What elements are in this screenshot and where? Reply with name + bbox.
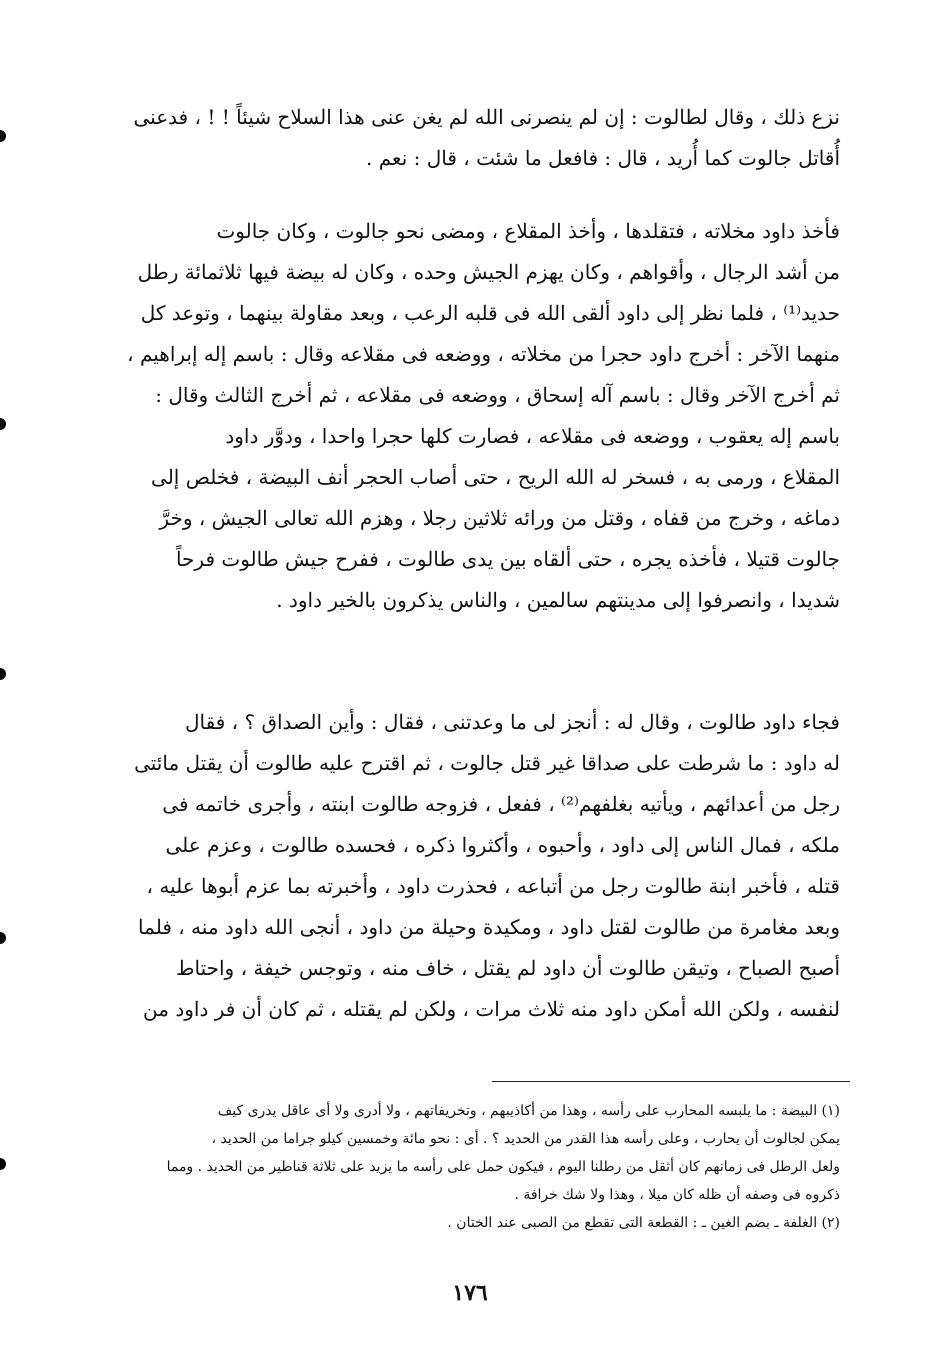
footnote-separator [492,1081,850,1082]
text-line: قتله ، فأخبر ابنة طالوت رجل من أتباعه ، فحذرت داود ، وأخبرته بما عزم أبوها عليه ، [146,874,840,898]
page-number: ١٧٦ [452,1280,488,1306]
text-line: دماغه ، وخرج من قفاه ، وقتل من ورائه ثلاثين رجلا ، وهزم الله تعالى الجيش ، وخرَّ [159,506,840,530]
text-line: المقلاع ، ورمى به ، فسخر له الله الريح ، حتى أصاب الحجر أنف البيضة ، فخلص إلى [151,465,840,489]
paragraph-1 [100,97,840,179]
binding-hole-mark [0,1158,6,1170]
footnotes [100,1097,840,1237]
footnote-line: ولعل الرطل فى زمانهم كان أثقل من رطلنا اليوم ، فيكون حمل على رأسه ما يزيد على ثلاثة قناطير من الحديد . ومما [166,1159,840,1175]
binding-hole-mark [0,418,6,430]
footnote-line: ذكروه فى وصفه أن ظله كان ميلا ، وهذا ولا شك خرافة . [514,1187,840,1203]
text-line: لنفسه ، ولكن الله أمكن داود منه ثلاث مرات ، ولكن لم يقتله ، ثم كان أن فر داود من [143,997,840,1021]
text-line: له داود : ما شرطت على صداقا غير قتل جالوت ، ثم اقترح عليه طالوت أن يقتل مائتى [134,751,840,775]
text-line: حديد⁽¹⁾ ، فلما نظر إلى داود ألقى الله فى قلبه الرعب ، وبعد مقاولة بينهما ، وتوعد كل [140,301,840,325]
text-line: رجل من أعدائهم ، ويأتيه بغلفهم⁽²⁾ ، ففعل ، فزوجه طالوت ابنته ، وأجرى خاتمه فى [162,792,840,816]
text-line: أصبح الصباح ، وتيقن طالوت أن داود لم يقتل ، خاف منه ، وتوجس خيفة ، واحتاط [176,956,840,980]
text-line: جالوت قتيلا ، فأخذه يجره ، حتى ألقاه بين يدى طالوت ، ففرح جيش طالوت فرحاً [175,547,840,571]
text-line: من أشد الرجال ، وأقواهم ، وكان يهزم الجيش وحده ، وكان له بيضة فيها ثلاثمائة رطل [137,260,840,284]
text-line: فجاء داود طالوت ، وقال له : أنجز لى ما وعدتنى ، فقال : وأين الصداق ؟ ، فقال [185,710,840,734]
text-line: نزع ذلك ، وقال لطالوت : إن لم ينصرنى الله لم يغن عنى هذا السلاح شيئاً ! ! ، فدعنى [133,105,840,129]
text-line: منهما الآخر : أخرج داود حجرا من مخلاته ، ووضعه فى مقلاعه وقال : باسم إله إبراهيم ، [127,342,840,366]
paragraph-3 [100,702,840,1030]
text-line: ثم أخرج الآخر وقال : باسم آله إسحاق ، ووضعه فى مقلاعه ، ثم أخرج الثالث وقال : [155,383,840,407]
paragraph-2 [100,211,840,621]
text-line: أُقاتل جالوت كما أُريد ، قال : فافعل ما شئت ، قال : نعم . [366,146,840,170]
footnote-line: (١) البيضة : ما يلبسه المحارب على رأسه ، وهذا من أكاذيبهم ، وتخريفاتهم ، ولا أدرى ولا أى عاقل يدرى كيف [217,1103,840,1119]
footnote-line: يمكن لجالوت أن يحارب ، وعلى رأسه هذا القدر من الحديد ؟ . أى : نحو مائة وخمسين كيلو جراما من الحديد ، [211,1131,840,1147]
footnote-line: (٢) الغلفة ـ بضم الغين ـ : القطعة التى تقطع من الصبى عند الختان . [447,1215,840,1231]
text-line: شديدا ، وانصرفوا إلى مدينتهم سالمين ، والناس يذكرون بالخير داود . [276,588,840,612]
text-line: ملكه ، فمال الناس إلى داود ، وأحبوه ، وأكثروا ذكره ، فحسده طالوت ، وعزم على [165,833,840,857]
text-line: باسم إله يعقوب ، ووضعه فى مقلاعه ، فصارت كلها حجرا واحدا ، ودوَّر داود [225,424,840,448]
binding-hole-mark [0,130,6,142]
binding-hole-mark [0,932,6,944]
text-line: فأخذ داود مخلاته ، فتقلدها ، وأخذ المقلاع ، ومضى نحو جالوت ، وكان جالوت [216,219,840,243]
text-line: وبعد مغامرة من طالوت لقتل داود ، ومكيدة وحيلة من داود ، أنجى الله داود منه ، فلما [138,915,840,939]
binding-hole-mark [0,668,6,680]
